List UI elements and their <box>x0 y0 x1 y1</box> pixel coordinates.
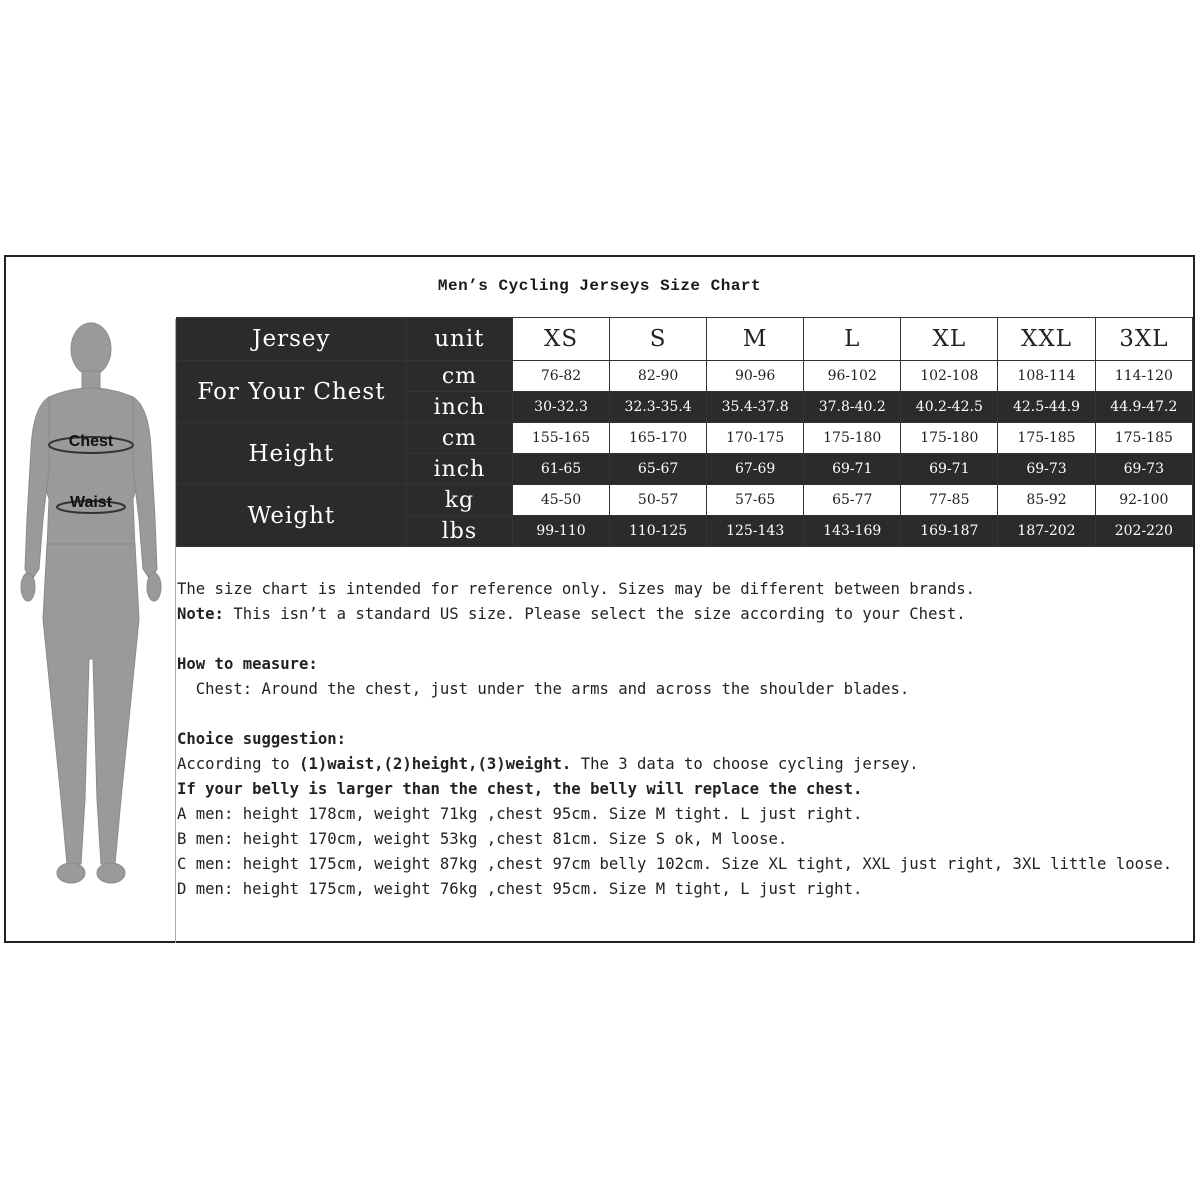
header-size: XS <box>513 318 610 361</box>
measure-text: Chest: Around the chest, just under the arms and across the shoulder blades. <box>177 680 910 698</box>
unit-cell: kg <box>406 485 512 516</box>
example-b: B men: height 170cm, weight 53kg ,chest 81cm. Size S ok, M loose. <box>177 830 788 848</box>
value-cell: 143-169 <box>804 516 901 547</box>
note-text: This isn’t a standard US size. Please select the size according to your Chest. <box>223 605 966 623</box>
value-cell: 175-185 <box>998 423 1095 454</box>
value-cell: 110-125 <box>610 516 707 547</box>
note-line <box>177 602 1187 627</box>
table-row <box>177 361 1193 392</box>
example-c: C men: height 175cm, weight 87kg ,chest 97cm belly 102cm. Size XL tight, XXL just right, 3XL little loose. <box>177 855 1173 873</box>
value-cell: 90-96 <box>707 361 804 392</box>
choice-line <box>177 752 1187 777</box>
value-cell: 37.8-40.2 <box>804 392 901 423</box>
table-header-row <box>177 318 1193 361</box>
row-label-height: Height <box>177 423 407 485</box>
value-cell: 170-175 <box>707 423 804 454</box>
value-cell: 96-102 <box>804 361 901 392</box>
value-cell: 82-90 <box>610 361 707 392</box>
value-cell: 57-65 <box>707 485 804 516</box>
belly-line: If your belly is larger than the chest, the belly will replace the chest. <box>177 780 863 798</box>
unit-cell: inch <box>406 392 512 423</box>
example-a: A men: height 178cm, weight 71kg ,chest 95cm. Size M tight. L just right. <box>177 805 863 823</box>
chart-title: Men’s Cycling Jerseys Size Chart <box>437 277 762 295</box>
header-size: 3XL <box>1095 318 1192 361</box>
value-cell: 76-82 <box>513 361 610 392</box>
measure-title: How to measure: <box>177 655 318 673</box>
value-cell: 155-165 <box>513 423 610 454</box>
value-cell: 69-71 <box>804 454 901 485</box>
value-cell: 65-77 <box>804 485 901 516</box>
choice-pre: According to <box>177 755 300 773</box>
row-label-weight: Weight <box>177 485 407 547</box>
chest-label: Chest <box>68 433 114 450</box>
value-cell: 175-180 <box>804 423 901 454</box>
row-label-chest: For Your Chest <box>177 361 407 423</box>
header-jersey: Jersey <box>177 318 407 361</box>
table-row <box>177 485 1193 516</box>
value-cell: 165-170 <box>610 423 707 454</box>
value-cell: 65-67 <box>610 454 707 485</box>
disclaimer-text: The size chart is intended for reference only. Sizes may be different between brands. <box>177 580 975 598</box>
header-size: S <box>610 318 707 361</box>
value-cell: 187-202 <box>998 516 1095 547</box>
unit-cell: inch <box>406 454 512 485</box>
value-cell: 169-187 <box>901 516 998 547</box>
value-cell: 175-185 <box>1095 423 1192 454</box>
header-unit: unit <box>406 318 512 361</box>
value-cell: 30-32.3 <box>513 392 610 423</box>
note-label: Note: <box>177 605 224 623</box>
table-row <box>177 423 1193 454</box>
example-d: D men: height 175cm, weight 76kg ,chest 95cm. Size M tight, L just right. <box>177 880 863 898</box>
value-cell: 32.3-35.4 <box>610 392 707 423</box>
body-figure-illustration <box>9 319 175 943</box>
value-cell: 202-220 <box>1095 516 1192 547</box>
header-size: L <box>804 318 901 361</box>
value-cell: 125-143 <box>707 516 804 547</box>
waist-label: Waist <box>69 494 113 511</box>
choice-bold: (1)waist,(2)height,(3)weight. <box>299 755 572 773</box>
value-cell: 175-180 <box>901 423 998 454</box>
value-cell: 42.5-44.9 <box>998 392 1095 423</box>
notes-section <box>177 577 1187 902</box>
value-cell: 77-85 <box>901 485 998 516</box>
value-cell: 108-114 <box>998 361 1095 392</box>
header-size: M <box>707 318 804 361</box>
unit-cell: lbs <box>406 516 512 547</box>
value-cell: 69-73 <box>998 454 1095 485</box>
size-chart-frame <box>4 255 1195 943</box>
header-size: XXL <box>998 318 1095 361</box>
value-cell: 69-73 <box>1095 454 1192 485</box>
unit-cell: cm <box>406 423 512 454</box>
value-cell: 69-71 <box>901 454 998 485</box>
value-cell: 35.4-37.8 <box>707 392 804 423</box>
value-cell: 99-110 <box>513 516 610 547</box>
value-cell: 50-57 <box>610 485 707 516</box>
choice-post: The 3 data to choose cycling jersey. <box>571 755 919 773</box>
value-cell: 61-65 <box>513 454 610 485</box>
value-cell: 102-108 <box>901 361 998 392</box>
body-figure-panel <box>9 319 176 943</box>
value-cell: 45-50 <box>513 485 610 516</box>
value-cell: 114-120 <box>1095 361 1192 392</box>
size-table <box>176 317 1193 547</box>
value-cell: 92-100 <box>1095 485 1192 516</box>
header-size: XL <box>901 318 998 361</box>
value-cell: 40.2-42.5 <box>901 392 998 423</box>
value-cell: 67-69 <box>707 454 804 485</box>
value-cell: 85-92 <box>998 485 1095 516</box>
value-cell: 44.9-47.2 <box>1095 392 1192 423</box>
choice-title: Choice suggestion: <box>177 730 346 748</box>
unit-cell: cm <box>406 361 512 392</box>
